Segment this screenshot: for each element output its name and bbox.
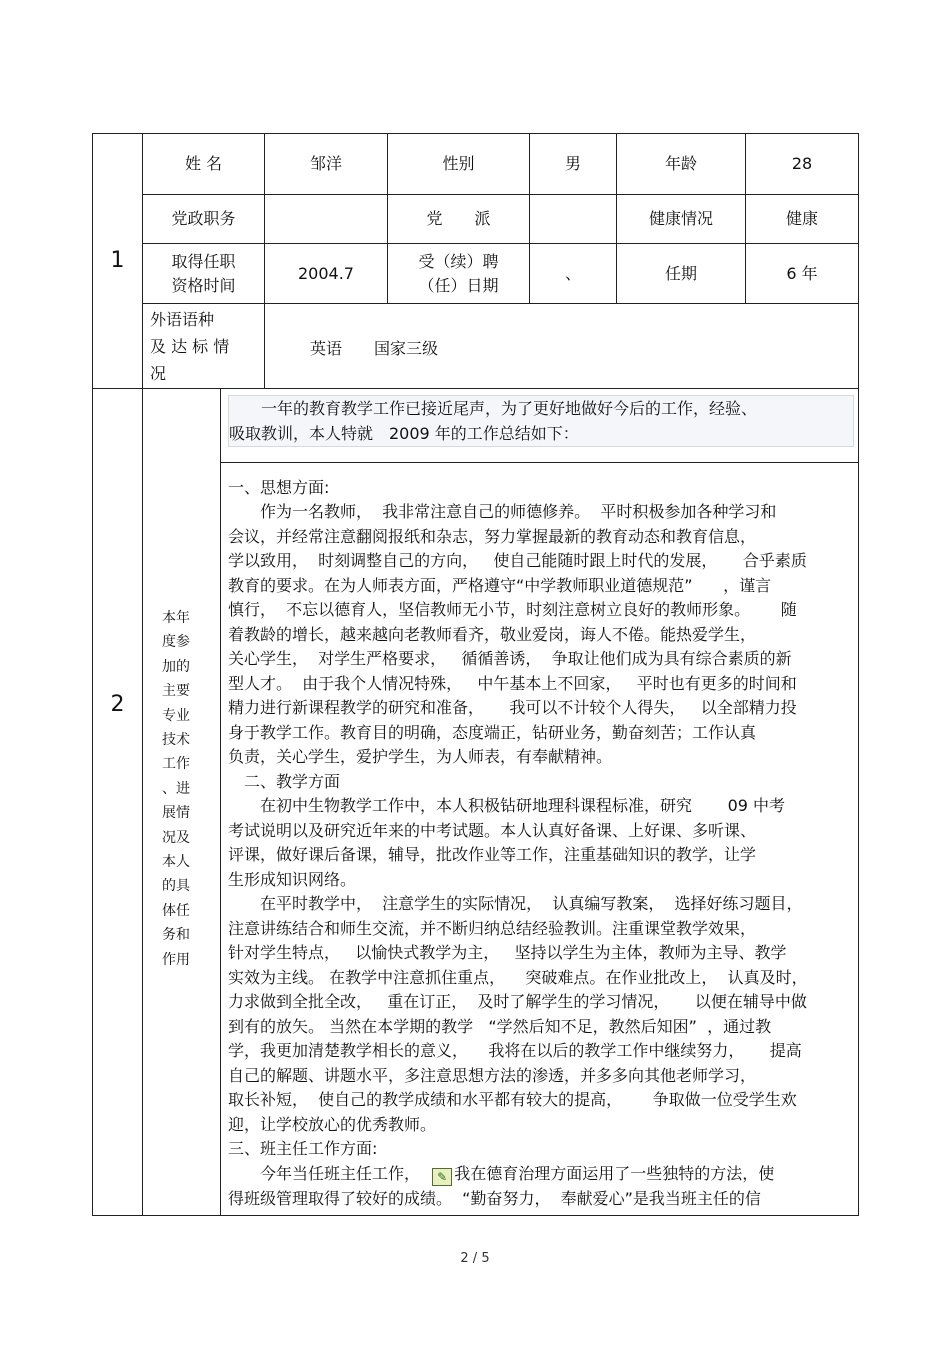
- col-divider: [220, 388, 221, 1216]
- body-line: 慎行， 不忘以德育人，坚信教师无小节，时刻注意树立良好的教师形象。 随: [228, 600, 797, 619]
- gender-label: 性别: [442, 154, 475, 173]
- body-line-part: 我在德育治理方面运用了一些独特的方法，使: [454, 1164, 775, 1183]
- body-line: 教育的要求。在为人师表方面，严格遵守“中学教师职业道德规范” ，谨言: [228, 575, 772, 595]
- body-line: 在初中生物教学工作中，本人积极钻研地理科课程标准，研究 09 中考: [228, 796, 786, 815]
- qualification-label-line1: 取得任职: [171, 251, 236, 271]
- section2-side-label: [154, 606, 198, 972]
- intro-line: 吸取教训，本人特就 2009 年的工作总结如下：: [229, 423, 579, 443]
- side-label-line: 体任: [162, 902, 190, 919]
- side-label-line: 工作: [162, 756, 190, 773]
- party-label: 党 派: [426, 209, 491, 228]
- side-label-line: 况及: [162, 829, 190, 846]
- body-line: 考试说明以及研究近年来的中考试题。本人认真好备课、上好课、多听课、: [228, 820, 757, 840]
- hire-date-label: [388, 244, 529, 303]
- term-value: 6 年: [786, 263, 818, 283]
- term-label: 任期: [664, 263, 697, 283]
- qualification-label-line2: 资格时间: [171, 275, 236, 295]
- language-label-line2: 及 达 标 情: [150, 337, 230, 356]
- body-line: 取长补短， 使自己的教学成绩和水平都有较大的提高， 争取做一位受学生欢: [228, 1090, 797, 1109]
- side-label-line: 专业: [162, 707, 190, 724]
- body-line: 关心学生， 对学生严格要求， 循循善诱， 争取让他们成为具有综合素质的新: [228, 649, 792, 668]
- body-line: 生形成知识网络。: [228, 869, 357, 889]
- body-line: 作为一名教师， 我非常注意自己的师德修养。 平时积极参加各种学习和: [228, 502, 777, 521]
- body-line: 注意讲练结合和师生交流，并不断归纳总结经验教训。注重课堂教学效果，: [228, 918, 757, 938]
- side-label-line: 务和: [162, 927, 190, 944]
- body-line: 力求做到全批全改， 重在订正， 及时了解学生的学习情况， 以便在辅导中做: [228, 992, 807, 1011]
- side-label-line: 作用: [162, 951, 190, 968]
- hire-date-value: 、: [564, 263, 581, 283]
- age-value: 28: [791, 154, 813, 173]
- report-body-tail: [228, 1162, 854, 1211]
- side-label-line: 本人: [162, 854, 190, 871]
- body-line: 得班级管理取得了较好的成绩。 “勤奋努力， 奉献爱心”是我当班主任的信: [228, 1188, 761, 1208]
- body-line: 三、班主任工作方面:: [228, 1139, 378, 1158]
- side-label-line: 加的: [162, 658, 190, 675]
- side-label-line: 的具: [162, 878, 190, 895]
- gender-value: 男: [564, 154, 581, 173]
- body-line: 负责，关心学生，爱护学生，为人师表，有奉献精神。: [228, 747, 613, 766]
- section-number-2: 2: [110, 691, 125, 717]
- body-line: 实效为主线。 在教学中注意抓住重点， 突破难点。在作业批改上， 认真及时，: [228, 967, 808, 987]
- page-number: 2 / 5: [460, 1251, 490, 1266]
- side-label-line: 度参: [162, 634, 190, 651]
- body-line: 二、教学方面: [228, 771, 341, 791]
- qualification-value: 2004.7: [298, 263, 354, 283]
- body-line: 学以致用， 时刻调整自己的方向， 使自己能随时跟上时代的发展， 合乎素质: [228, 551, 807, 570]
- section-number-1: 1: [110, 248, 125, 273]
- body-line: 型人才。 由于我个人情况特殊， 中午基本上不回家， 平时也有更多的时间和: [228, 673, 797, 693]
- row-divider: [142, 303, 859, 304]
- body-line: 着教龄的增长，越来越向老教师看齐，敬业爱岗，诲人不倦。能热爱学生，: [228, 624, 757, 644]
- hire-date-label-line1: 受（续）聘: [418, 251, 499, 271]
- hire-date-label-line2: （任）日期: [418, 275, 499, 295]
- intro-paragraph: [228, 395, 854, 447]
- section-divider: [92, 388, 859, 389]
- body-line: 会议，并经常注意翻阅报纸和杂志，努力掌握最新的教育动态和教育信息，: [228, 526, 757, 546]
- side-label-line: 本年: [162, 610, 190, 626]
- body-line: 学，我更加清楚教学相长的意义， 我将在以后的教学工作中继续努力， 提高: [228, 1041, 802, 1060]
- body-line: 在平时教学中， 注意学生的实际情况， 认真编写教案， 选择好练习题目，: [228, 894, 803, 913]
- comment-marker-icon[interactable]: ✎: [432, 1168, 452, 1186]
- health-value: 健康: [785, 209, 818, 228]
- body-line: 到有的放矢。 当然在本学期的教学 “学然后知不足，教然后知困” ，通过教: [228, 1016, 772, 1036]
- name-value: 邹洋: [309, 154, 342, 173]
- body-line: [228, 451, 854, 476]
- name-label: 姓 名: [184, 154, 223, 173]
- side-label-line: 技术: [162, 732, 190, 749]
- body-line: 评课，做好课后备课，辅导，批改作业等工作，注重基础知识的教学，让学: [228, 845, 757, 864]
- language-label-line3: 况: [150, 364, 167, 383]
- table-border-bottom: [92, 1215, 859, 1216]
- body-line: 自己的解题、讲题水平，多注意思想方法的渗透，并多多向其他老师学习，: [228, 1065, 757, 1085]
- side-label-line: 展情: [162, 805, 190, 822]
- body-line: 一、思想方面:: [228, 477, 330, 497]
- table-border-right: [858, 133, 859, 1216]
- body-line: [228, 1162, 854, 1187]
- report-body: [228, 451, 854, 1162]
- body-line: 身于教学工作。教育目的明确，态度端正，钻研业务，勤奋刻苦；工作认真: [228, 722, 757, 742]
- age-label: 年龄: [664, 154, 697, 173]
- body-line: 针对学生特点， 以愉快式教学为主， 坚持以学生为主体，教师为主导、教学: [228, 943, 787, 962]
- side-label-line: 、进: [162, 780, 190, 797]
- intro-line: 一年的教育教学工作已接近尾声，为了更好地做好今后的工作，经验、: [229, 399, 758, 418]
- body-line: 迎，让学校放心的优秀教师。: [228, 1114, 437, 1134]
- side-label-line: 主要: [162, 683, 190, 700]
- language-label-line1: 外语语种: [150, 310, 215, 329]
- qualification-label: [143, 244, 264, 303]
- position-label: 党政职务: [171, 209, 236, 228]
- body-line-part: 今年当任班主任工作，: [228, 1164, 431, 1183]
- body-line: 精力进行新课程教学的研究和准备， 我可以不计较个人得失， 以全部精力投: [228, 698, 797, 717]
- health-label: 健康情况: [648, 209, 713, 228]
- language-value: 英语 国家三级: [310, 339, 439, 358]
- language-label: [150, 306, 260, 388]
